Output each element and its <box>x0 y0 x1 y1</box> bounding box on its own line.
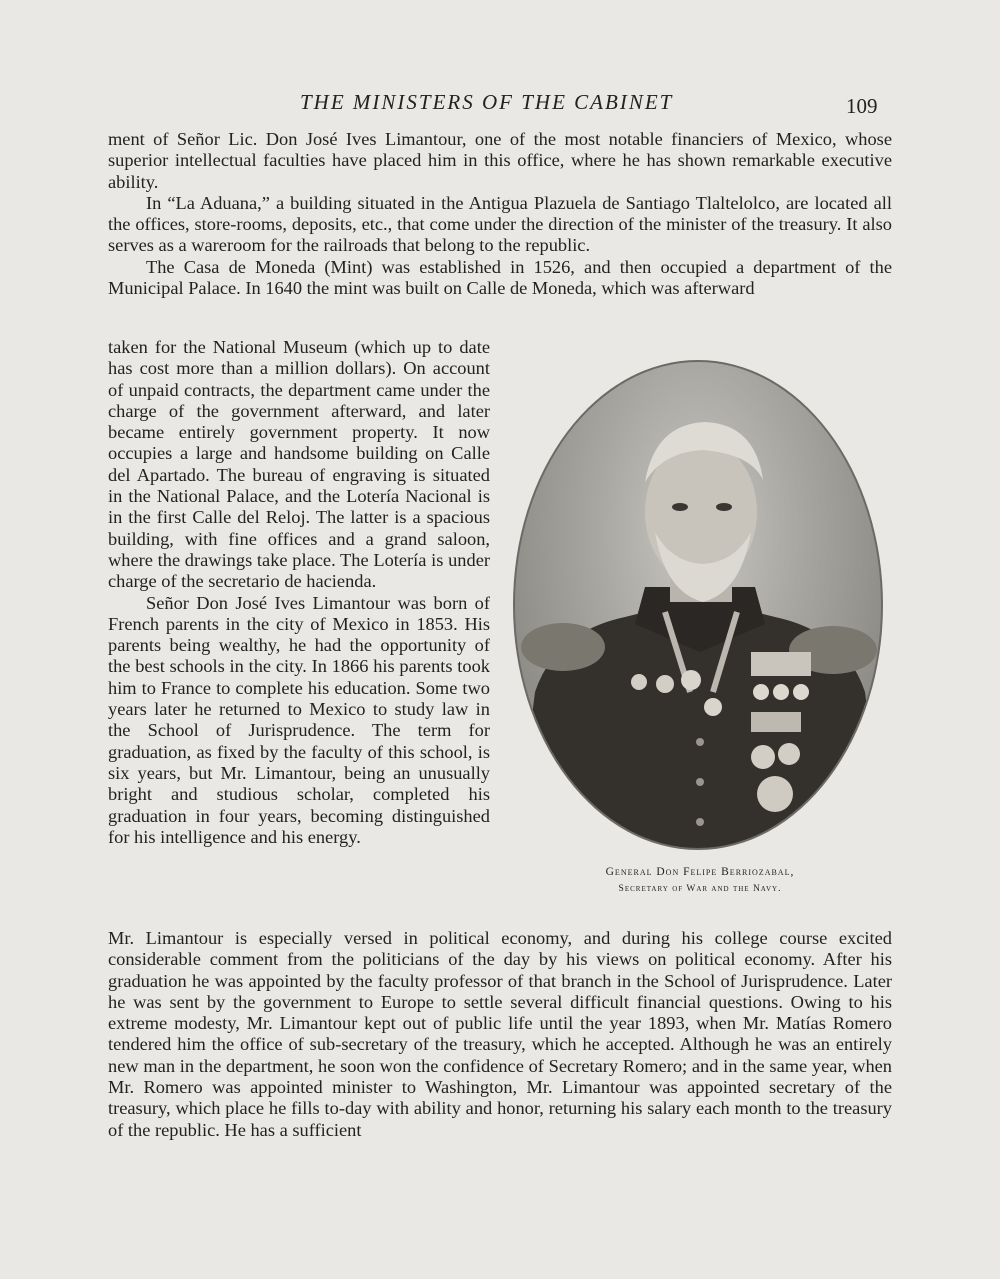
paragraph-4-continued: Mr. Limantour is especially versed in political economy, and during his college course excited considerable comment from the politicians of the day by his views on political economy. After his graduation he was appointed by the faculty professor of that branch in the School of Jurisprudence. Later he was sent by the government to Europe to settle several difficult financial questions. Owing to his extreme modesty, Mr. Limantour kept out of public life until the year 1893, when Mr. Matías Romero tendered him the office of sub-secretary of the treasury, which he accepted. Although he was an entirely new man in the department, he soon won the confidence of Secretary Romero; and in the same year, when Mr. Romero was appointed minister to Washington, Mr. Limantour was appointed secretary of the treasury, which place he fills to-day with ability and honor, returning his salary each month to the treasury of the republic. He has a sufficient <box>108 928 892 1140</box>
caption-line-2: Secretary of War and the Navy. <box>618 884 782 894</box>
portrait-illustration <box>515 362 883 850</box>
paragraph-3-start: The Casa de Moneda (Mint) was established in 1526, and then occupied a department of the Municipal Palace. In 1640 the mint was built on Calle de Moneda, which was afterward <box>108 256 892 299</box>
running-title: THE MINISTERS OF THE CABINET <box>300 90 674 114</box>
paragraph-3-continued: taken for the National Museum (which up to date has cost more than a million dollars). On account of unpaid contracts, the department came under the charge of the government afterward, and later became entirely government property. It now occupies a large and handsome building on Calle del Apartado. The bureau of engraving is situated in the National Palace, and the Lotería Nacional is in the first Calle del Reloj. The latter is a spacious building, with fine offices and a grand saloon, where the drawings take place. The Lotería is under charge of the secretario de hacienda. <box>108 337 490 592</box>
text-block-top <box>108 129 892 299</box>
text-block-bottom <box>108 928 892 1141</box>
portrait-figure <box>513 360 887 898</box>
paragraph-4-start: Señor Don José Ives Limantour was born of French parents in the city of Mexico in 1853. His parents being wealthy, he had the opportunity of the best schools in the city. In 1866 his parents took him to France to complete his education. Some two years later he returned to Mexico to study law in the School of Jurisprudence. The term for graduation, as fixed by the faculty of this school, is six years, but Mr. Limantour, being an unusually bright and studious scholar, completed his graduation in four years, becoming distinguished for his intelligence and his energy. <box>108 592 490 847</box>
text-column-left <box>108 337 490 848</box>
caption-line-1: General Don Felipe Berriozabal, <box>605 866 795 878</box>
paragraph-1: ment of Señor Lic. Don José Ives Limantour, one of the most notable financiers of Mexico, whose superior intellectual faculties have placed him in this office, where he has shown remarkable executive ability. <box>108 129 892 192</box>
page-number: 109 <box>846 94 878 118</box>
oval-portrait <box>513 360 883 850</box>
figure-caption <box>513 864 887 898</box>
paragraph-2: In “La Aduana,” a building situated in the Antigua Plazuela de Santiago Tlaltelolco, are located all the offices, store-rooms, deposits, etc., that come under the direction of the minister of the treasury. It also serves as a wareroom for the railroads that belong to the republic. <box>108 192 892 256</box>
